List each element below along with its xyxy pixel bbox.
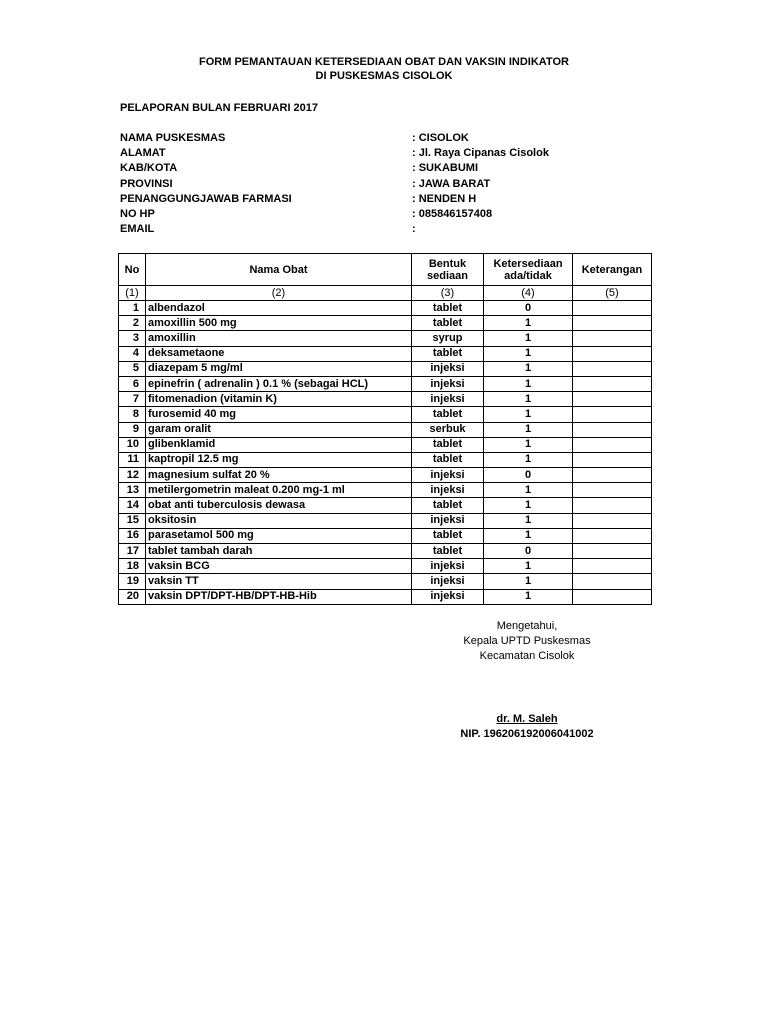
- row-nama-obat: parasetamol 500 mg: [146, 528, 412, 543]
- signer-nip: NIP. 196206192006041002: [460, 728, 594, 740]
- row-nama-obat: albendazol: [146, 301, 412, 316]
- row-nama-obat: vaksin TT: [146, 574, 412, 589]
- approval-line1: Mengetahui,: [496, 620, 558, 632]
- row-no: 11: [119, 452, 146, 467]
- row-ketersediaan: 0: [484, 468, 573, 483]
- row-bentuk-sediaan: syrup: [412, 331, 484, 346]
- row-nama-obat: obat anti tuberculosis dewasa: [146, 498, 412, 513]
- row-nama-obat: furosemid 40 mg: [146, 407, 412, 422]
- row-no: 7: [119, 392, 146, 407]
- table-row: [119, 376, 652, 391]
- row-keterangan: [573, 407, 652, 422]
- info-value: :: [412, 223, 416, 236]
- table-row: [119, 392, 652, 407]
- report-period: PELAPORAN BULAN FEBRUARI 2017: [120, 102, 319, 114]
- row-bentuk-sediaan: injeksi: [412, 513, 484, 528]
- row-keterangan: [573, 513, 652, 528]
- row-nama-obat: kaptropil 12.5 mg: [146, 452, 412, 467]
- info-value: : Jl. Raya Cipanas Cisolok: [412, 147, 549, 160]
- row-no: 2: [119, 316, 146, 331]
- column-number: (3): [412, 286, 484, 301]
- row-no: 18: [119, 559, 146, 574]
- row-bentuk-sediaan: injeksi: [412, 574, 484, 589]
- row-keterangan: [573, 331, 652, 346]
- row-no: 5: [119, 361, 146, 376]
- table-row: [119, 331, 652, 346]
- row-bentuk-sediaan: tablet: [412, 498, 484, 513]
- row-bentuk-sediaan: tablet: [412, 407, 484, 422]
- row-no: 3: [119, 331, 146, 346]
- row-bentuk-sediaan: injeksi: [412, 483, 484, 498]
- row-no: 15: [119, 513, 146, 528]
- column-number: (1): [119, 286, 146, 301]
- row-keterangan: [573, 574, 652, 589]
- row-nama-obat: oksitosin: [146, 513, 412, 528]
- row-no: 16: [119, 528, 146, 543]
- row-bentuk-sediaan: injeksi: [412, 559, 484, 574]
- signer-block: [420, 712, 634, 742]
- row-ketersediaan: 1: [484, 498, 573, 513]
- info-label: NAMA PUSKESMAS: [120, 132, 226, 144]
- info-label: PENANGGUNGJAWAB FARMASI: [120, 192, 292, 205]
- row-ketersediaan: 1: [484, 574, 573, 589]
- row-no: 20: [119, 589, 146, 604]
- row-keterangan: [573, 301, 652, 316]
- info-label: KAB/KOTA: [120, 162, 178, 175]
- row-ketersediaan: 1: [484, 437, 573, 452]
- table-row: [119, 483, 652, 498]
- header-keterangan: Keterangan: [573, 254, 652, 286]
- row-nama-obat: diazepam 5 mg/ml: [146, 361, 412, 376]
- column-number: (4): [484, 286, 573, 301]
- table-row: [119, 528, 652, 543]
- row-ketersediaan: 0: [484, 301, 573, 316]
- row-nama-obat: fitomenadion (vitamin K): [146, 392, 412, 407]
- medicine-table: [118, 253, 652, 605]
- row-nama-obat: vaksin BCG: [146, 559, 412, 574]
- info-label: NO HP: [120, 207, 155, 220]
- row-bentuk-sediaan: injeksi: [412, 361, 484, 376]
- header-bentuk-sediaan: [412, 254, 484, 286]
- header-nama-obat: Nama Obat: [146, 254, 412, 286]
- row-no: 19: [119, 574, 146, 589]
- info-label: PROVINSI: [120, 177, 173, 190]
- row-keterangan: [573, 316, 652, 331]
- table-header-row: [119, 254, 652, 286]
- header-bentuk-line1: Bentuk: [428, 257, 467, 270]
- row-keterangan: [573, 544, 652, 559]
- row-bentuk-sediaan: injeksi: [412, 376, 484, 391]
- row-keterangan: [573, 392, 652, 407]
- row-no: 10: [119, 437, 146, 452]
- form-title-line1: FORM PEMANTAUAN KETERSEDIAAN OBAT DAN VAKSIN INDIKATOR: [199, 56, 569, 68]
- row-keterangan: [573, 498, 652, 513]
- row-no: 9: [119, 422, 146, 437]
- column-number: (5): [573, 286, 652, 301]
- row-no: 1: [119, 301, 146, 316]
- medicine-table-body: [119, 301, 652, 605]
- row-nama-obat: vaksin DPT/DPT-HB/DPT-HB-Hib: [146, 589, 412, 604]
- row-nama-obat: magnesium sulfat 20 %: [146, 468, 412, 483]
- row-ketersediaan: 1: [484, 513, 573, 528]
- row-bentuk-sediaan: serbuk: [412, 422, 484, 437]
- table-row: [119, 346, 652, 361]
- row-keterangan: [573, 559, 652, 574]
- row-nama-obat: deksametaone: [146, 346, 412, 361]
- row-ketersediaan: 1: [484, 589, 573, 604]
- row-nama-obat: amoxillin 500 mg: [146, 316, 412, 331]
- row-keterangan: [573, 589, 652, 604]
- header-ketersediaan-line2: ada/tidak: [504, 269, 552, 282]
- row-ketersediaan: 1: [484, 346, 573, 361]
- row-nama-obat: garam oralit: [146, 422, 412, 437]
- row-ketersediaan: 1: [484, 528, 573, 543]
- table-row: [119, 559, 652, 574]
- row-nama-obat: epinefrin ( adrenalin ) 0.1 % (sebagai HCL): [146, 376, 412, 391]
- info-value: : SUKABUMI: [412, 162, 478, 175]
- row-no: 12: [119, 468, 146, 483]
- form-title: [0, 55, 768, 83]
- row-bentuk-sediaan: tablet: [412, 528, 484, 543]
- row-keterangan: [573, 346, 652, 361]
- row-keterangan: [573, 528, 652, 543]
- table-row: [119, 316, 652, 331]
- row-bentuk-sediaan: injeksi: [412, 392, 484, 407]
- table-row: [119, 574, 652, 589]
- table-row: [119, 407, 652, 422]
- row-bentuk-sediaan: tablet: [412, 301, 484, 316]
- info-label: ALAMAT: [120, 147, 166, 160]
- row-ketersediaan: 1: [484, 452, 573, 467]
- row-ketersediaan: 1: [484, 361, 573, 376]
- row-ketersediaan: 1: [484, 376, 573, 391]
- row-nama-obat: tablet tambah darah: [146, 544, 412, 559]
- approval-line2: Kepala UPTD Puskesmas: [463, 635, 591, 647]
- approval-line3: Kecamatan Cisolok: [479, 650, 575, 662]
- row-ketersediaan: 1: [484, 559, 573, 574]
- row-keterangan: [573, 437, 652, 452]
- row-ketersediaan: 1: [484, 422, 573, 437]
- row-bentuk-sediaan: tablet: [412, 346, 484, 361]
- table-row: [119, 513, 652, 528]
- row-nama-obat: amoxillin: [146, 331, 412, 346]
- table-row: [119, 361, 652, 376]
- table-row: [119, 468, 652, 483]
- row-ketersediaan: 1: [484, 483, 573, 498]
- info-value: : CISOLOK: [412, 132, 469, 144]
- row-keterangan: [573, 483, 652, 498]
- row-keterangan: [573, 376, 652, 391]
- table-row: [119, 301, 652, 316]
- table-row: [119, 452, 652, 467]
- row-ketersediaan: 1: [484, 331, 573, 346]
- row-bentuk-sediaan: tablet: [412, 452, 484, 467]
- table-row: [119, 437, 652, 452]
- signer-name: dr. M. Saleh: [496, 713, 558, 725]
- table-row: [119, 498, 652, 513]
- row-no: 6: [119, 376, 146, 391]
- row-no: 14: [119, 498, 146, 513]
- header-bentuk-line2: sediaan: [427, 269, 468, 282]
- row-ketersediaan: 1: [484, 407, 573, 422]
- row-nama-obat: metilergometrin maleat 0.200 mg-1 ml: [146, 483, 412, 498]
- row-keterangan: [573, 468, 652, 483]
- row-ketersediaan: 0: [484, 544, 573, 559]
- row-ketersediaan: 1: [484, 316, 573, 331]
- row-bentuk-sediaan: tablet: [412, 316, 484, 331]
- info-value: : 085846157408: [412, 207, 493, 220]
- info-value: : JAWA BARAT: [412, 177, 491, 190]
- row-no: 17: [119, 544, 146, 559]
- form-title-line2: DI PUSKESMAS CISOLOK: [315, 70, 453, 82]
- header-ketersediaan: [484, 254, 573, 286]
- row-bentuk-sediaan: injeksi: [412, 589, 484, 604]
- table-row: [119, 544, 652, 559]
- table-row: [119, 589, 652, 604]
- info-value: : NENDEN H: [412, 192, 477, 205]
- row-bentuk-sediaan: tablet: [412, 544, 484, 559]
- row-no: 13: [119, 483, 146, 498]
- column-number-row: [119, 286, 652, 301]
- approval-block: [420, 619, 634, 664]
- row-keterangan: [573, 422, 652, 437]
- column-number: (2): [146, 286, 412, 301]
- info-label: EMAIL: [120, 223, 155, 236]
- row-no: 4: [119, 346, 146, 361]
- row-keterangan: [573, 361, 652, 376]
- row-ketersediaan: 1: [484, 392, 573, 407]
- row-nama-obat: glibenklamid: [146, 437, 412, 452]
- table-row: [119, 422, 652, 437]
- row-keterangan: [573, 452, 652, 467]
- header-ketersediaan-line1: Ketersediaan: [493, 257, 563, 270]
- row-bentuk-sediaan: tablet: [412, 437, 484, 452]
- row-bentuk-sediaan: injeksi: [412, 468, 484, 483]
- row-no: 8: [119, 407, 146, 422]
- header-no: No: [119, 254, 146, 286]
